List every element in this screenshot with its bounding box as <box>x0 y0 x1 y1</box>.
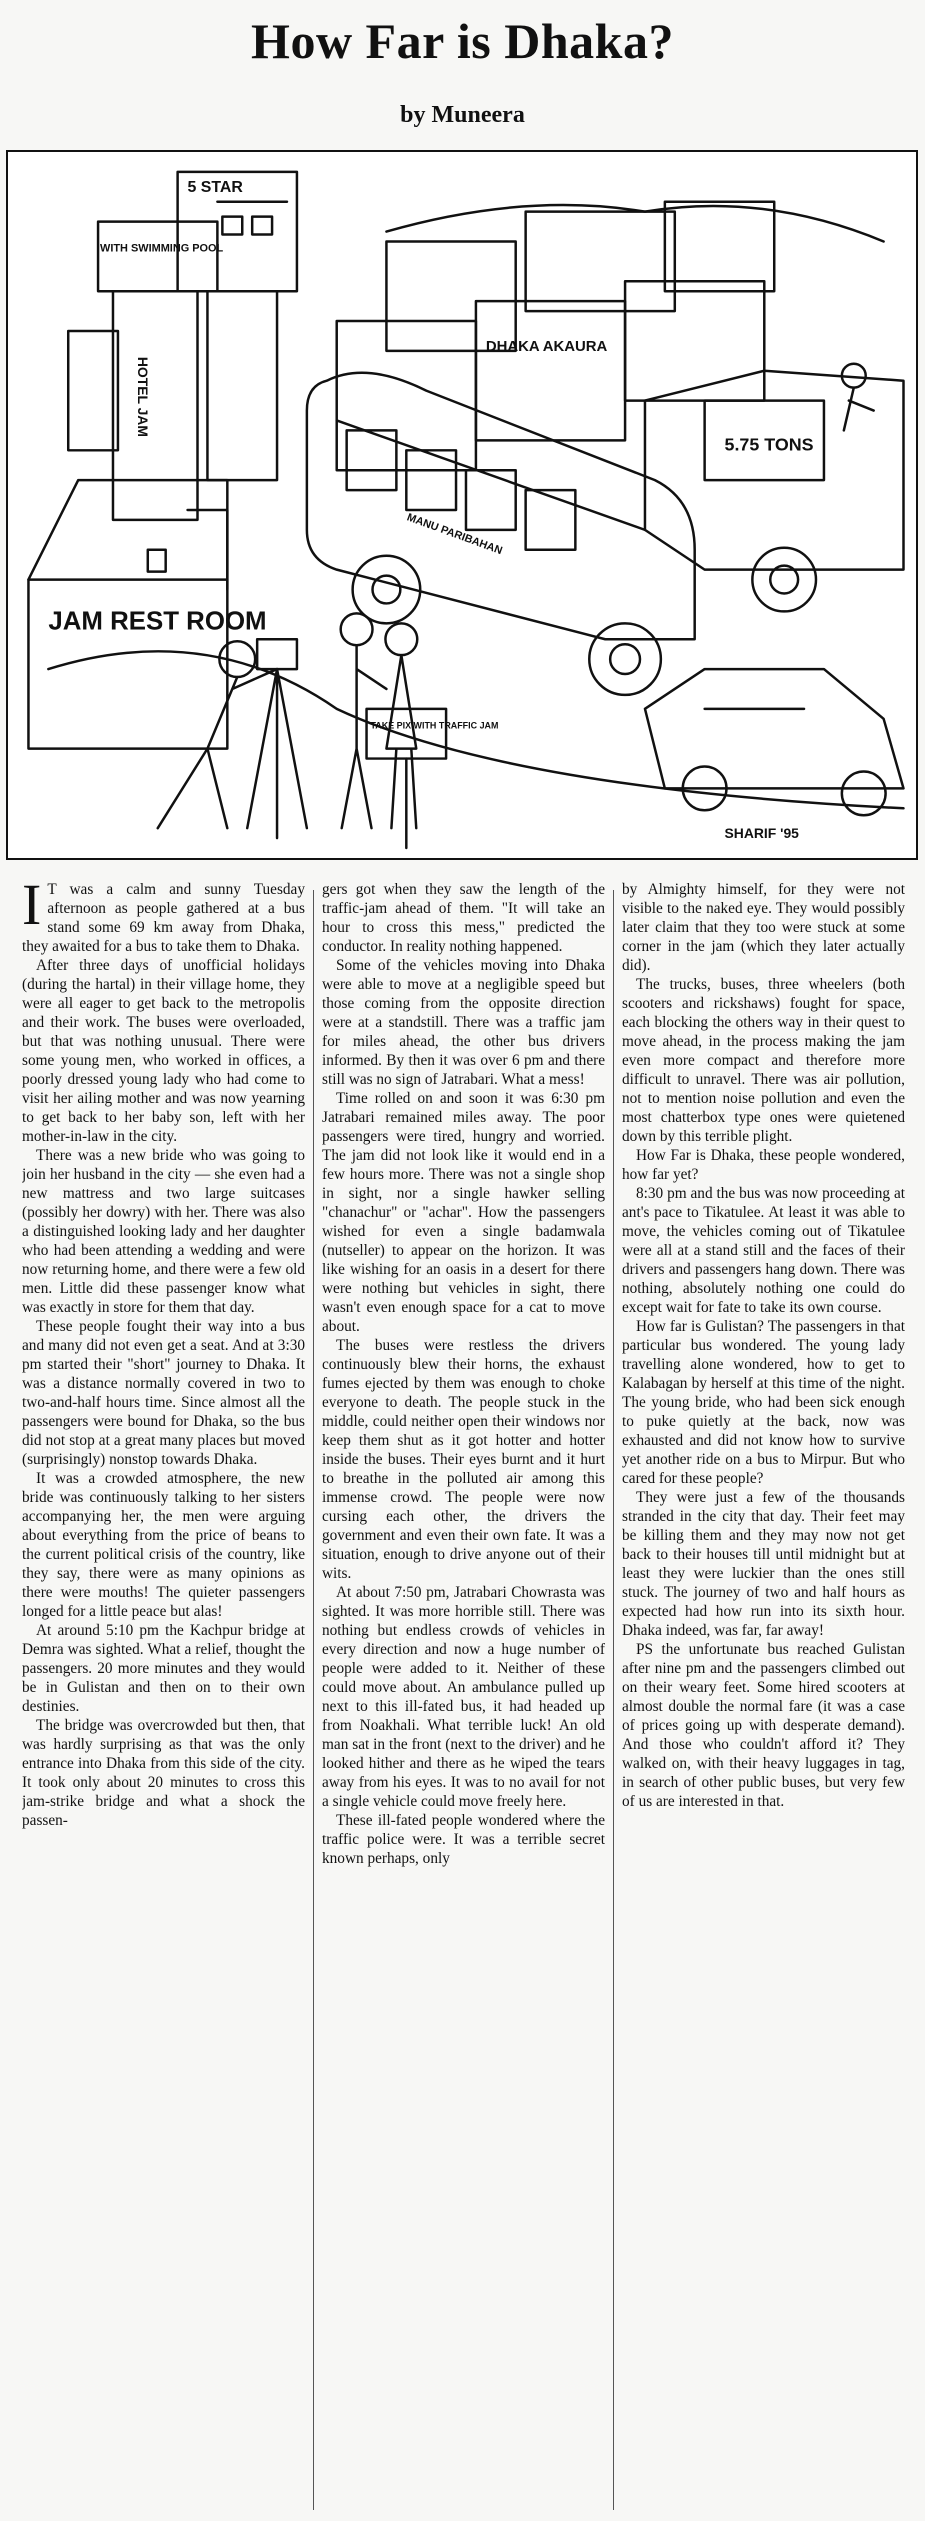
traffic-placard-text: TAKE PIX WITH TRAFFIC JAM <box>370 720 499 731</box>
truck-plate-sign: 5.75 TONS <box>724 434 814 455</box>
paragraph: Time rolled on and soon it was 6:30 pm Jatrabari remained miles away. The poor passengers were tired, hungry and worried. The jam did not look like it would end in a few hours more. There was not a single shop in sight, nor a single hawker selling "chanachur" or "achar". How the passengers wished for even a single badamwala (nutseller) to appear on the horizon. It was like wishing for an oasis in a desert for there were nothing but vehicles in sight, there wasn't even enough space for a cat to move about. <box>322 1090 605 1335</box>
paragraph: There was a new bride who was going to join her husband in the city — she even had a new mattress and two large suitcases (possibly her dowry) with her. There was also a distinguished looking lady and her daughter who had been attending a wedding and were now returning home, and there were a few old men. Little did these passenger know what was exactly in store for them that day. <box>22 1147 305 1316</box>
side-tower <box>207 291 277 480</box>
manu-paribahan-bus <box>307 373 695 639</box>
paragraph: The bridge was overcrowded but then, that was hardly surprising as that was the only entrance into Dhaka from this side of the city. It took only about 20 minutes to cross this jam-strike bridge and what a shock the passen- <box>22 1717 305 1829</box>
paragraph: Some of the vehicles moving into Dhaka were able to move at a negligible speed but those coming from the opposite direction were at a standstill. There was a traffic jam for miles ahead, the other bus drivers informed. By then it was over 6 pm and there still was no sign of Jatrabari. What a mess! <box>322 957 605 1088</box>
paragraph: How far is Gulistan? The passengers in that particular bus wondered. The young lady travelling alone wondered, how to get to Kalabagan by herself at this time of the night. The young bride, who had been sick enough to puke quietly at the back, now was exhausted and did not know how to survive yet another ride on a bus to Mirpur. But who cared for these people? <box>622 1318 905 1487</box>
man-posing <box>341 613 373 645</box>
jam-rest-room-sign: JAM REST ROOM <box>48 607 267 636</box>
traffic-placard <box>367 709 447 759</box>
cartoonist-signature: SHARIF '95 <box>724 825 799 842</box>
paragraph: 8:30 pm and the bus was now proceeding at ant's pace to Tikatulee. At least it was able to move, the vehicles coming out of Tikatulee were all at a stand still and the faces of their drivers and passengers hang down. There was nothing, absolutely nothing one could do except wait for fate to take its own course. <box>622 1185 905 1316</box>
dhaka-akaura-sign: DHAKA AKAURA <box>485 338 608 355</box>
paragraph: by Almighty himself, for they were not visible to the naked eye. They would possibly later claim that they too were stuck at some corner in the jam (which they later actually did). <box>622 881 905 974</box>
bus-name-sign: MANU PARIBAHAN <box>405 511 504 558</box>
paragraph: They were just a few of the thousands stranded in the city that day. Their feet may be killing them and they may now not get back to their houses till until midnight but at least they were luckier than the ones still stuck. The journey of two and half hours as expected had how run into its sixth hour. Dhaka indeed, was far, far away! <box>622 1489 905 1639</box>
camera <box>257 639 297 669</box>
jam-rest-room-hut <box>28 580 227 749</box>
swimming-pool-building <box>98 222 217 292</box>
paragraph: After three days of unofficial holidays (during the hartal) in their village home, they were all eager to get back to the metropolis and their work. The buses were overloaded, but that was nothing unusual. There were some young men, who worked in offices, a poorly dressed young lady who had come to visit her ailing mother and was now yearning to get back to her baby son, left with her mother-in-law in the city. <box>22 957 305 1145</box>
drop-cap: I <box>22 880 42 937</box>
cartoon-illustration <box>6 150 918 860</box>
woman-posing <box>385 623 417 655</box>
paragraph: The trucks, buses, three wheelers (both scooters and rickshaws) fought for space, each blocking the others way in their quest to move ahead, in the process making the jam even more compact and therefore more difficult to unravel. There was air pollution, not to mention noise pollution and even the most chatterbox type ones were quietened down by this terrible plight. <box>622 976 905 1145</box>
paragraph: PS the unfortunate bus reached Gulistan after nine pm and the passengers climbed out on their weary feet. Some hired scooters at almost double the normal fare (it was a case of prices going up with desperate demand). And those who couldn't afford it? They walked on, with their heavy luggages in tag, in search of other public buses, but very few of us are interested in that. <box>622 1641 905 1810</box>
article-byline: by Muneera <box>400 102 525 128</box>
paragraph: These people fought their way into a bus and many did not even get a seat. And at 3:30 pm started their "short" journey to Dhaka. It was a distance normally covered in two to two-and-half hours time. Since almost all the passengers were bound for Dhaka, so the bus did not stop at a great many places but moved (surprisingly) nonstop towards Dhaka. <box>22 1318 305 1468</box>
paragraph: The buses were restless the drivers continuously blew their horns, the exhaust fumes ejected by them was enough to choke everyone to death. The people stuck in the middle, could neither open their windows nor keep them shut as it got hotter and hotter inside the buses. Their eyes burnt and it hurt to breathe in the polluted air among this immense crowd. The people were now cursing each other, the drivers the government and even their own fate. It was a situation, enough to drive anyone out of their wits. <box>322 1337 605 1582</box>
five-star-sign: 5 STAR <box>187 178 243 196</box>
paragraph: It was a crowded atmosphere, the new bride was continuously talking to her sisters accompanying her, the men were arguing about everything from the price of beans to the current political crisis of the country, like they say, there were as many opinions as there were mouths! The quieter passengers longed for a little peace but alas! <box>22 1470 305 1620</box>
column-2 <box>322 880 605 2515</box>
column-1 <box>22 880 305 2515</box>
paragraph: gers got when they saw the length of the traffic-jam ahead of them. "It will take an hour to cross this mess," predicted the conductor. In reality nothing happened. <box>322 881 605 955</box>
paragraph: At around 5:10 pm the Kachpur bridge at Demra was sighted. What a relief, thought the passengers. 20 more minutes and they would be in Gulistan and then on to their own destinies. <box>22 1622 305 1715</box>
article-title: How Far is Dhaka? <box>251 13 674 69</box>
swimming-pool-sign: WITH SWIMMING POOL <box>100 242 224 255</box>
paragraph: At about 7:50 pm, Jatrabari Chowrasta was sighted. It was more horrible still. There was nothing but endless crowds of vehicles in every direction and now a huge number of people were added to it. Neither of these could move about. An ambulance pulled up next to this ill-fated bus, it had headed up from Noakhali. What terrible luck! An old man sat in the front (next to the driver) and he looked hither and there as he wiped the tears away from his eyes. It was to no avail for not a single vehicle could move freely here. <box>322 1584 605 1810</box>
hotel-jam-tower <box>113 291 198 520</box>
paragraph: I T was a calm and sunny Tuesday afternoon as people gathered at a bus stand some 69 km away from Dhaka, they awaited for a bus to take them to Dhaka. <box>22 880 305 955</box>
cartoon-drawing <box>8 152 916 858</box>
column-3 <box>622 880 905 2515</box>
hotel-jam-sign: HOTEL JAM <box>134 356 151 437</box>
paragraph: How Far is Dhaka, these people wondered, how far yet? <box>622 1147 905 1183</box>
paragraph: These ill-fated people wondered where the traffic police were. It was a terrible secret known perhaps, only <box>322 1812 605 1867</box>
article-body <box>22 880 905 2515</box>
column-divider <box>313 890 314 2510</box>
column-divider <box>613 890 614 2510</box>
